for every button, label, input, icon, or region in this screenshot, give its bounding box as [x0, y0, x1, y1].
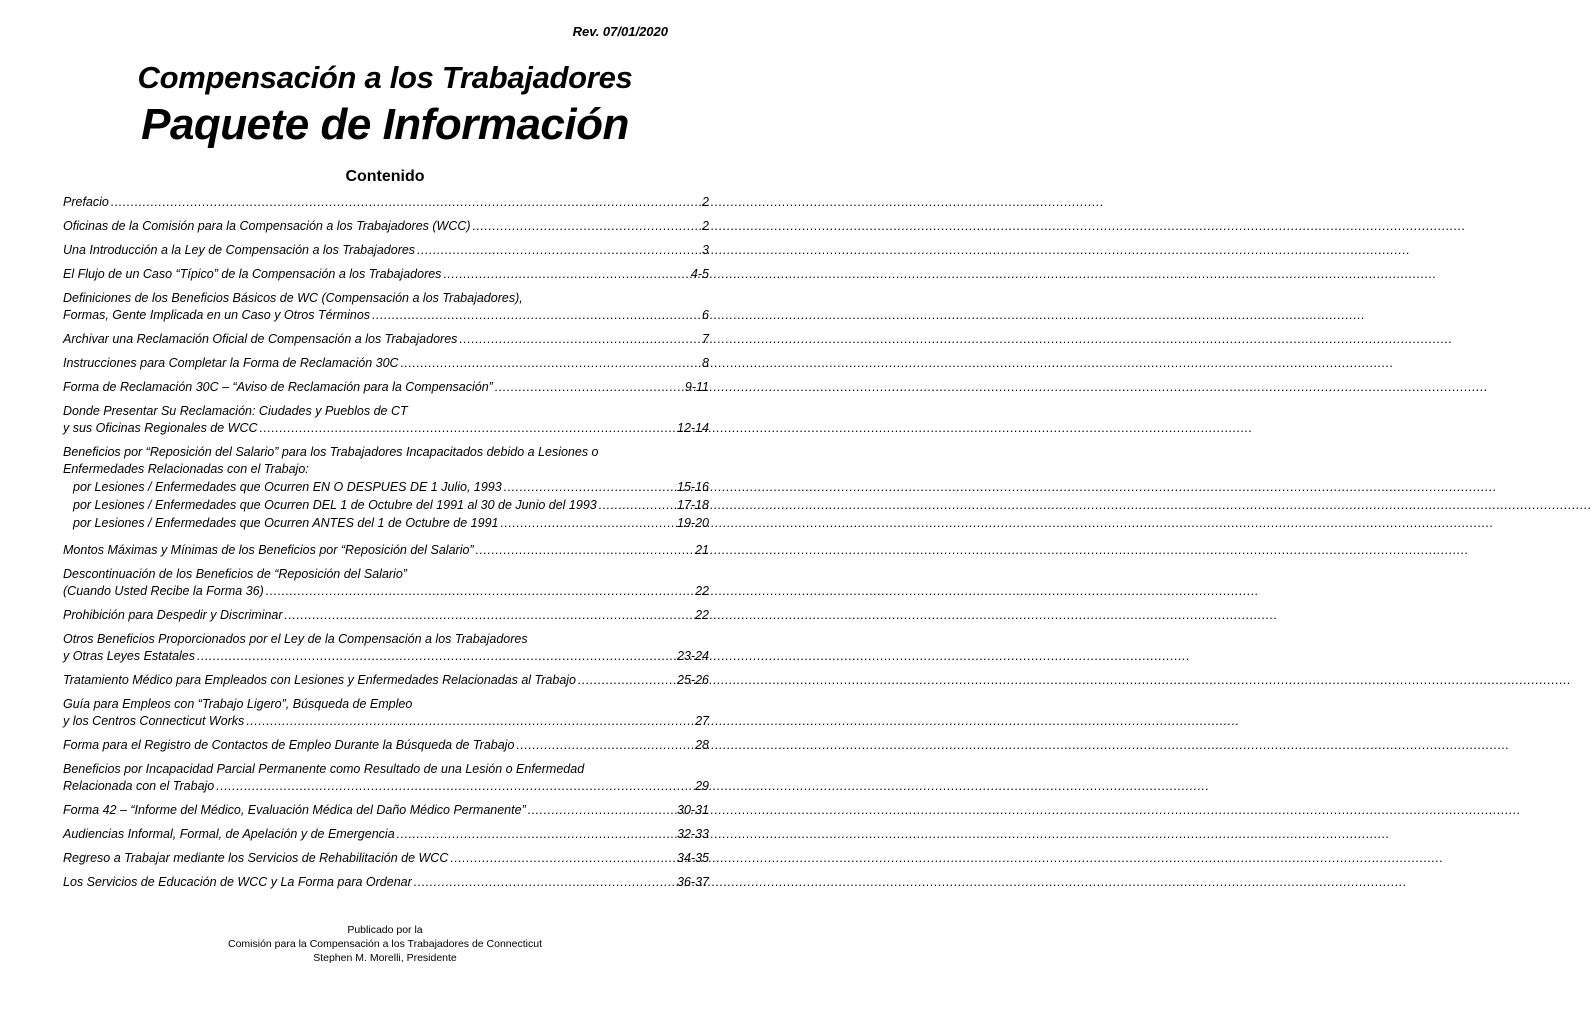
toc-entry-flujo [63, 266, 709, 283]
toc-entry-instrucciones [63, 355, 709, 372]
toc-entry-prohibicion [63, 607, 709, 624]
footer-line: Comisión para la Compensación a los Trabajadores de Connecticut [227, 938, 542, 950]
toc-entry-title: Prefacio [63, 195, 109, 209]
toc-entry-title: Archivar una Reclamación Oficial de Compensación a los Trabajadores [63, 332, 458, 346]
toc-entry-title: Forma de Reclamación 30C – “Aviso de Reclamación para la Compensación” [63, 380, 493, 394]
publisher-footer [0, 923, 770, 965]
toc-entry-reposicion-salario [63, 444, 709, 532]
toc-entry-tratamiento [63, 672, 709, 689]
toc-entry-page: 6 [702, 308, 709, 322]
toc-entry-incapacidad-parcial [63, 761, 709, 795]
toc-entry-forma-30c [63, 379, 709, 396]
toc-entry-title: y Otras Leyes Estatales [63, 649, 196, 663]
toc-entry-archivar [63, 331, 709, 348]
toc-subentry-page: 19-20 [677, 516, 709, 530]
toc-entry-page: 28 [695, 738, 709, 752]
toc-entry-title-line1: Beneficios por “Reposición del Salario” para los Trabajadores Incapacitados debido a Lesiones o [63, 445, 599, 459]
toc-entry-title-line1: Guía para Empleos con “Trabajo Ligero”, Búsqueda de Empleo [63, 697, 413, 711]
toc-entry-title: Audiencias Informal, Formal, de Apelación y de Emergencia [63, 827, 395, 841]
toc-entry-title: Oficinas de la Comisión para la Compensación a los Trabajadores (WCC) [63, 219, 471, 233]
toc-entry-otros-beneficios [63, 631, 709, 665]
toc-entry-page: 7 [702, 332, 709, 346]
toc-entry-title: Formas, Gente Implicada en un Caso y Otros Términos [63, 308, 371, 322]
toc-entry-title-line1: Descontinuación de los Beneficios de “Reposición del Salario” [63, 567, 407, 581]
toc-entry-title: Instrucciones para Completar la Forma de Reclamación 30C [63, 356, 399, 370]
toc-subentry-title: por Lesiones / Enfermedades que Ocurren DEL 1 de Octubre del 1991 al 30 de Junio del 1993 [73, 498, 597, 512]
toc-entry-servicios-educacion [63, 874, 709, 891]
toc-entry-page: 25-26 [677, 673, 709, 687]
toc-entry-forma-42 [63, 802, 709, 819]
toc-entry-page: 23-24 [677, 649, 709, 663]
contents-heading: Contenido [345, 168, 425, 185]
toc-subentry [63, 497, 709, 514]
toc-subentry-title: por Lesiones / Enfermedades que Ocurren ANTES del 1 de Octubre de 1991 [73, 516, 499, 530]
toc-entry-page: 32-33 [677, 827, 709, 841]
toc-entry-registro-contactos [63, 737, 709, 754]
toc-entry-page: 12-14 [677, 421, 709, 435]
toc-entry-page: 8 [702, 356, 709, 370]
toc-entry-title: Montos Máximas y Mínimas de los Beneficios por “Reposición del Salario” [63, 543, 474, 557]
toc-entry-title: y sus Oficinas Regionales de WCC [63, 421, 258, 435]
toc-entry-regreso-trabajar [63, 850, 709, 867]
toc-entry-guia-empleos [63, 696, 709, 730]
toc-subentry-page: 17-18 [677, 498, 709, 512]
toc-entry-page: 21 [695, 543, 709, 557]
toc-entry-title: Los Servicios de Educación de WCC y La Forma para Ordenar [63, 875, 412, 889]
toc-entry-page: 22 [695, 584, 709, 598]
toc-subentry [63, 479, 709, 496]
toc-entry-title: Prohibición para Despedir y Discriminar [63, 608, 283, 622]
toc-subentry [63, 515, 709, 532]
toc-entry-audiencias [63, 826, 709, 843]
toc-entry-definiciones [63, 290, 709, 324]
toc-entry-page: 36-37 [677, 875, 709, 889]
toc-entry-title: (Cuando Usted Recibe la Forma 36) [63, 584, 264, 598]
toc-entry-title-line1: Beneficios por Incapacidad Parcial Permanente como Resultado de una Lesión o Enfermedad [63, 762, 585, 776]
toc-subentry-title: por Lesiones / Enfermedades que Ocurren EN O DESPUES DE 1 Julio, 1993 [73, 480, 502, 494]
toc-entry-page: 3 [702, 243, 709, 257]
toc-entry-oficinas [63, 218, 709, 235]
toc-entry-montos [63, 542, 709, 559]
toc-entry-prefacio [63, 194, 709, 211]
footer-line: Stephen M. Morelli, Presidente [313, 952, 457, 964]
toc-entry-descontinuacion [63, 566, 709, 600]
toc-entry-page: 22 [695, 608, 709, 622]
toc-entry-title: Relacionada con el Trabajo [63, 779, 215, 793]
toc-entry-title-line2: Enfermedades Relacionadas con el Trabajo: [63, 462, 309, 476]
toc-entry-page: 29 [695, 779, 709, 793]
toc-entry-page: 34-35 [677, 851, 709, 865]
document-title: Compensación a los Trabajadores [137, 60, 633, 95]
toc-entry-page: 27 [695, 714, 709, 728]
toc-entry-title: Forma para el Registro de Contactos de Empleo Durante la Búsqueda de Trabajo [63, 738, 515, 752]
toc-entry-page: 4-5 [690, 267, 709, 281]
toc-entry-page: 2 [702, 195, 709, 209]
toc-entry-page: 9-11 [684, 380, 709, 394]
toc-entry-page: 2 [702, 219, 709, 233]
revision-date: Rev. 07/01/2020 [572, 24, 668, 39]
footer-line: Publicado por la [347, 924, 423, 936]
toc-entry-introduccion [63, 242, 709, 259]
table-of-contents [63, 194, 709, 898]
toc-entry-title: Tratamiento Médico para Empleados con Lesiones y Enfermedades Relacionadas al Trabajo [63, 673, 577, 687]
toc-entry-title: y los Centros Connecticut Works [63, 714, 245, 728]
toc-entry-title-line1: Donde Presentar Su Reclamación: Ciudades y Pueblos de CT [63, 404, 408, 418]
toc-entry-donde-presentar [63, 403, 709, 437]
toc-entry-title: Forma 42 – “Informe del Médico, Evaluación Médica del Daño Médico Permanente” [63, 803, 526, 817]
toc-entry-title-line1: Otros Beneficios Proporcionados por el Ley de la Compensación a los Trabajadores [63, 632, 528, 646]
toc-entry-title-line1: Definiciones de los Beneficios Básicos de WC (Compensación a los Trabajadores), [63, 291, 523, 305]
document-subtitle: Paquete de Información [141, 100, 629, 149]
toc-subentry-page: 15-16 [677, 480, 709, 494]
toc-entry-page: 30-31 [677, 803, 709, 817]
toc-entry-title: El Flujo de un Caso “Típico” de la Compensación a los Trabajadores [63, 267, 442, 281]
toc-entry-title: Regreso a Trabajar mediante los Servicios de Rehabilitación de WCC [63, 851, 449, 865]
toc-entry-title: Una Introducción a la Ley de Compensación a los Trabajadores [63, 243, 416, 257]
